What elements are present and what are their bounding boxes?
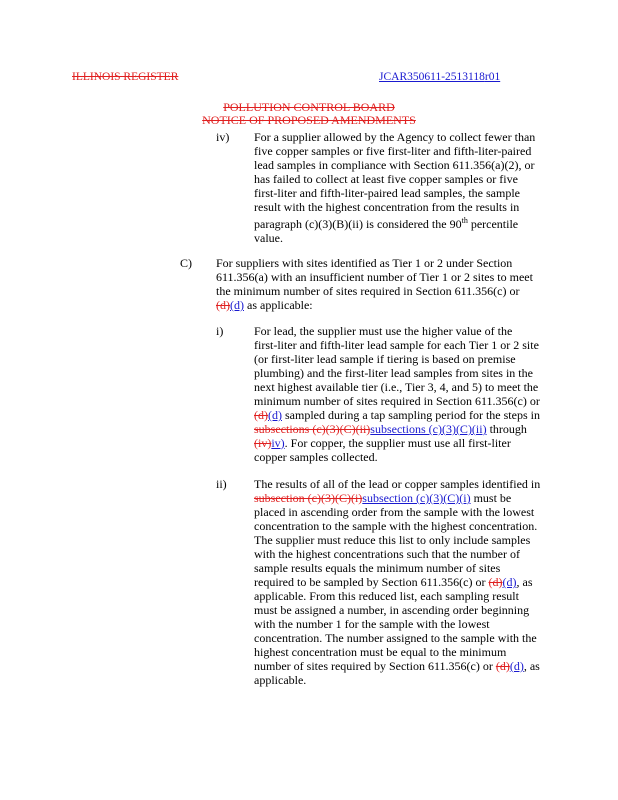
text-line: the Agency	[379, 130, 434, 144]
inserted-text: subsections (c)(3)(C)(ii)	[370, 422, 487, 436]
text-line: paragraph (c)(3)(B)(ii) is considered the 90	[254, 217, 462, 231]
jcar-code-suffix: r01	[484, 71, 501, 83]
deleted-text: (iv)	[254, 436, 272, 450]
text-line: . For copper, the supplier must use all first-liter	[284, 436, 511, 450]
text-line: highest concentration must be equal to the minimum	[254, 645, 507, 659]
item-i-label: i)	[216, 324, 224, 338]
board-title: POLLUTION CONTROL BOARD	[223, 100, 395, 114]
text-line: required to be sampled by Section 611.356(c) or	[254, 575, 489, 589]
text-line: For a supplier allowed by	[254, 130, 377, 144]
deleted-text: subsection (c)(3)(C)(i)	[254, 491, 363, 505]
superscript: th	[461, 216, 468, 225]
text-line: result with the highest concentration from the results in	[254, 200, 520, 214]
text-line: as applicable:	[244, 298, 313, 312]
jcar-code	[379, 71, 500, 83]
item-iv-label: iv)	[216, 130, 230, 144]
item-iv-text	[254, 130, 584, 245]
text-line: concentration. The number assigned to the sample with the	[254, 631, 537, 645]
text-line: sampled during a tap sampling period for the steps in	[282, 408, 540, 422]
text-line: applicable.	[254, 673, 307, 687]
inserted-text: (d)	[502, 575, 517, 589]
text-line: For suppliers with sites identified as Tier 1 or 2 under Section	[216, 256, 513, 270]
text-line: concentration to the sample with the highest concentration.	[254, 519, 538, 533]
text-line: minimum number of sites required in Section 611.356(c) or	[254, 394, 540, 408]
inserted-text: subsection (c)(3)(C)(i)	[362, 491, 471, 505]
item-C-text	[216, 256, 588, 312]
register-header: ILLINOIS REGISTER	[72, 71, 179, 83]
text-line: next highest available tier (i.e., Tier 3, 4, and 5) to meet the	[254, 380, 539, 394]
deleted-text: subsections (c)(3)(C)(ii)	[254, 422, 371, 436]
deleted-text: (d)	[488, 575, 503, 589]
text-line: with the highest concentrations such that the number of	[254, 547, 520, 561]
notice-title: NOTICE OF PROPOSED AMENDMENTS	[202, 113, 416, 127]
text-line: lead samples in compliance with Section 611.356(a)(2), or	[254, 158, 535, 172]
text-line: percentile	[467, 217, 519, 231]
text-line: number of sites required by Section 611.356(c) or	[254, 659, 496, 673]
item-ii-label: ii)	[216, 477, 227, 491]
text-line: must be assigned a number, in ascending order beginning	[254, 603, 530, 617]
text-line: sample results equals the minimum number of sites	[254, 561, 501, 575]
text-line: plumbing) and the first-liter lead samples from sites in the	[254, 366, 533, 380]
text-line: through	[486, 422, 527, 436]
text-line: the minimum number of sites required in Section 611.356(c) or	[216, 284, 520, 298]
inserted-text: (d)	[230, 298, 244, 312]
text-line: 611.356(a) with an insufficient number of Tier 1 or 2 sites to meet	[216, 270, 533, 284]
text-line: copper samples collected.	[254, 450, 378, 464]
deleted-text: (d)	[254, 408, 268, 422]
text-line: must be	[470, 491, 512, 505]
text-line: first-liter and fifth-liter-paired lead samples, the sample	[254, 186, 520, 200]
text-line: first-liter and fifth-liter lead sample for each Tier 1 or 2 site	[254, 338, 539, 352]
text-line: The results of all of the lead or copper samples identified in	[254, 477, 541, 491]
inserted-text: (d)	[509, 659, 524, 673]
item-ii-text	[254, 477, 588, 687]
text-line: applicable. From this reduced list, each sampling result	[254, 589, 519, 603]
text-line: , as	[523, 659, 540, 673]
text-line: to collect fewer than	[433, 130, 536, 144]
text-line: value.	[254, 231, 283, 245]
deleted-text: (d)	[216, 298, 230, 312]
text-line: placed in ascending order from the sample with the lowest	[254, 505, 535, 519]
text-line: (or first-liter lead sample if tiering is based on premise	[254, 352, 516, 366]
jcar-code-prefix: JCAR350611-2513118	[379, 71, 485, 83]
text-line: has failed to collect at least five copper samples or five	[254, 172, 518, 186]
text-line: , as	[516, 575, 533, 589]
text-line: The supplier must reduce this list to only include samples	[254, 533, 531, 547]
item-C-label: C)	[180, 256, 192, 270]
inserted-text: iv)	[271, 436, 285, 450]
text-line: five copper samples or five first-liter and fifth-liter-paired	[254, 144, 532, 158]
deleted-text: (d)	[495, 659, 510, 673]
text-line: For lead, the supplier must use the higher value of the	[254, 324, 513, 338]
text-line: with the number 1 for the sample with the lowest	[254, 617, 490, 631]
item-i-text	[254, 324, 588, 464]
inserted-text: (d)	[268, 408, 282, 422]
